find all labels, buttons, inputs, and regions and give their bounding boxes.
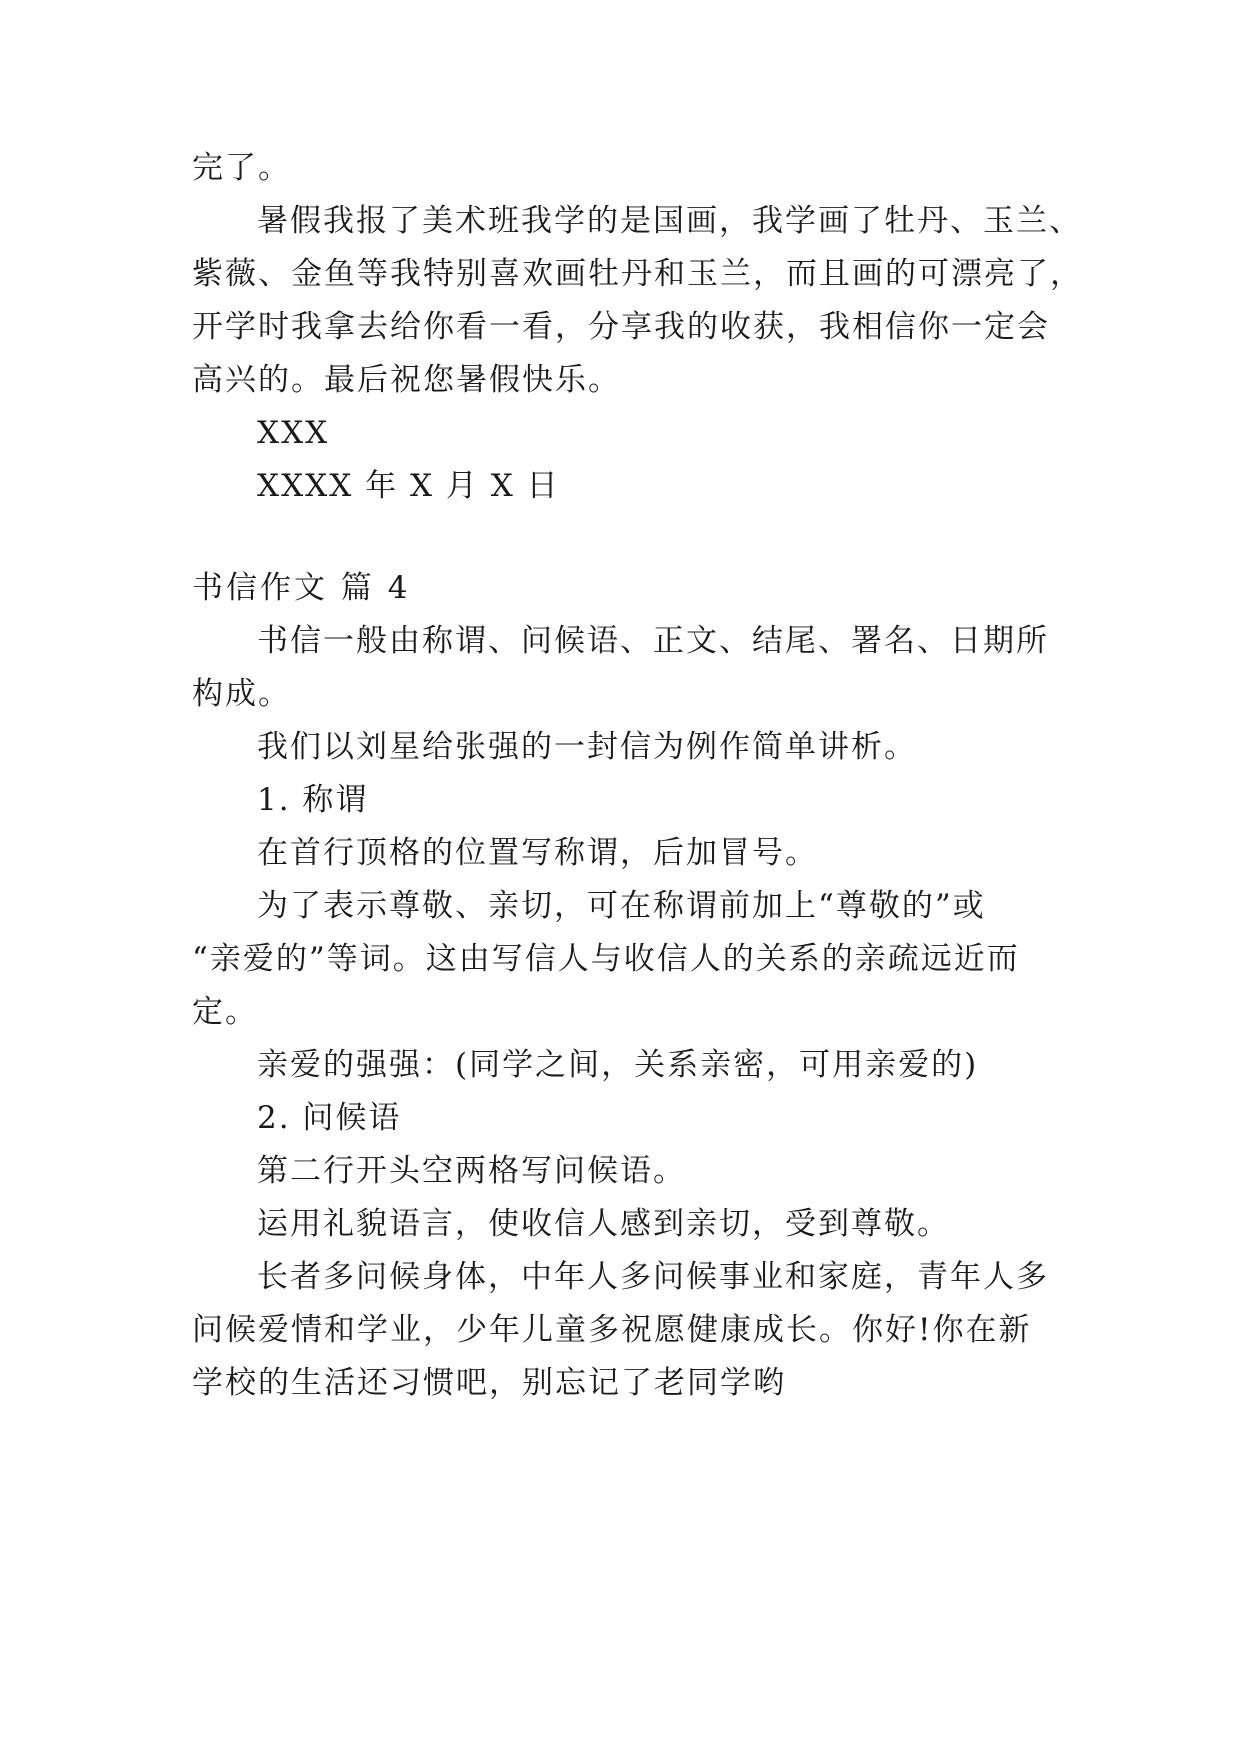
- paragraph-line: 长者多问候身体，中年人多问候事业和家庭，青年人多: [257, 1259, 1049, 1295]
- section-title: 书信作文 篇 4: [192, 570, 411, 606]
- paragraph-line: 为了表示尊敬、亲切，可在称谓前加上“尊敬的”或: [257, 888, 986, 924]
- paragraph-line: “亲爱的”等词。这由写信人与收信人的关系的亲疏远近而: [192, 941, 1020, 977]
- paragraph-line: 学校的生活还习惯吧，别忘记了老同学哟: [192, 1365, 786, 1401]
- paragraph-line: 我们以刘星给张强的一封信为例作简单讲析。: [257, 729, 917, 765]
- paragraph-line: 紫薇、金鱼等我特别喜欢画牡丹和玉兰，而且画的可漂亮了，: [192, 256, 1083, 292]
- paragraph-line: 暑假我报了美术班我学的是国画，我学画了牡丹、玉兰、: [257, 203, 1082, 239]
- paragraph-line: 构成。: [192, 676, 291, 712]
- paragraph-line: 第二行开头空两格写问候语。: [257, 1153, 686, 1189]
- item-heading: 1. 称谓: [257, 782, 369, 818]
- paragraph-line: 运用礼貌语言，使收信人感到亲切，受到尊敬。: [257, 1206, 950, 1242]
- signature-name: XXX: [257, 415, 330, 451]
- paragraph-line: 问候爱情和学业，少年儿童多祝愿健康成长。你好!你在新: [192, 1312, 1032, 1348]
- paragraph-line: 开学时我拿去给你看一看，分享我的收获，我相信你一定会: [192, 309, 1050, 345]
- item-heading: 2. 问候语: [257, 1100, 402, 1136]
- paragraph-line: 高兴的。最后祝您暑假快乐。: [192, 362, 621, 398]
- paragraph-line: 定。: [192, 994, 258, 1030]
- paragraph-line: 完了。: [192, 150, 291, 186]
- example-line: 亲爱的强强：(同学之间，关系亲密，可用亲爱的): [257, 1047, 979, 1083]
- paragraph-line: 书信一般由称谓、问候语、正文、结尾、署名、日期所: [257, 623, 1049, 659]
- paragraph-line: 在首行顶格的位置写称谓，后加冒号。: [257, 835, 818, 871]
- signature-date: XXXX 年 X 月 X 日: [257, 468, 560, 504]
